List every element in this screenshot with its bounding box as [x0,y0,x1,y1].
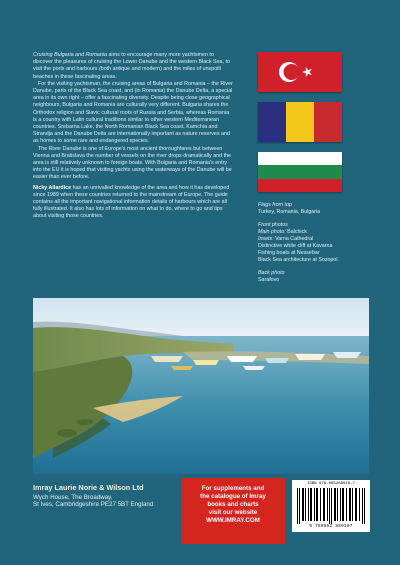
flags-caption-heading: Flags from top [258,202,292,208]
insets-label: Insets: [258,236,274,242]
blurb-paragraph-4 [33,185,233,221]
insets-caption [258,236,378,243]
main-photo-caption [258,229,378,236]
photo-captions [258,202,378,290]
publisher-name: Imray Laurie Norie & Wilson Ltd [33,483,144,492]
isbn-label: ISBN 978-085288910-7 [306,482,355,486]
flags-caption-text: Turkey, Romania, Bulgaria [258,209,321,215]
harbour-photo [33,298,369,474]
main-photo-text: Balchick [285,229,307,235]
inset-caption-3: Fishing boats at Nessebar [258,250,320,256]
promo-website: WWW.IMRAY.COM [206,517,260,524]
bulgaria-flag-red-stripe [258,179,342,192]
bulgaria-flag-white-stripe [258,152,342,165]
inset-caption-2: Distinctive white cliff at Kavarna [258,243,333,249]
publisher-address-line-2: St Ives, Cambridgeshire PE27 5BT England [33,501,154,509]
romania-flag-blue-stripe [258,102,286,142]
harbour-photo-illustration [33,298,369,474]
promo-line-1: For supplements and [201,485,265,492]
barcode-icon [296,488,366,524]
romania-flag-red-stripe [314,102,342,142]
back-photo-heading: Back photo [258,270,285,276]
front-photos-heading: Front photos [258,222,288,228]
turkey-flag-emblem [258,52,342,92]
insets-text: Varna Cathedral [273,236,314,242]
publisher-block [33,483,173,509]
blurb-text [33,52,233,221]
promo-line-3: books and charts [207,501,259,508]
promo-line-4: visit our website [208,509,258,516]
author-name: Nicky Allardice [33,184,72,191]
inset-caption-4: Black Sea architecture at Sozopol [258,257,338,263]
bulgaria-flag-green-stripe [258,165,342,178]
blurb-paragraph-2: For the visiting yachtsman, the cruising areas of Bulgaria and Romania – the River Danube, parts of the Black Sea coast, and (in Romania) the Danube Delta, a special area in its own right – offer a fascinating diversity. Despite being close geographical neighbours, Bulgaria and Romania are culturally very different. Bulgaria shares the Orthodox religion and Slavic cultural roots of Russia and Serbia, whereas Romania is a country with Latin cultural traditions similar to other western Mediterranean countries. Srebarna Lake, the North Romanian Black Sea coast, Kamchia and Strandja and the Danube Delta are internationally important as nature reserves and as homes to some rare and endangered species. [33,80,233,145]
blurb-paragraph-1-text: aims to encourage many more yachtsmen to discover the pleasures of cruising the Lower Danube and the western Black Sea, to visit the ports and harbours (both antique and modern) and the miles of unspoilt beaches in these fascinating areas. [33,52,230,80]
barcode-digits: 9 780852 889107 [309,524,353,529]
isbn-barcode-box [292,480,370,532]
blurb-paragraph-4-text: has an unrivalled knowledge of the area and how it has developed since 1989 when these countries returned to the mainstream of Europe. The guide contains all the important navigational information details of harbours which are all fully illustrated. It also has lots of information on what to do, where to go and tips about visiting those countries. [33,184,230,220]
blurb-paragraph-3: The River Danube is one of Europe's most ancient thoroughfares but between Vienna and Bratislava the number of vessels on the river drops dramatically and the area is still relatively unknown to foreign boats. With Bulgaria and Romania's entry into the EU it is hoped that visiting yachts using the waterways of the Danube will be easier than ever before. [33,145,232,181]
publisher-address-line-1: Wych House, The Broadway, [33,494,113,501]
book-title: Cruising Bulgaria and Romania [33,52,107,58]
back-photo-text: Sarafovo [258,277,280,283]
blurb-paragraph-1 [33,52,233,81]
turkey-flag [258,52,342,92]
romania-flag [258,102,342,142]
website-promo-box [181,478,285,544]
romania-flag-yellow-stripe [286,102,314,142]
main-photo-label: Main photo: [258,229,286,235]
bulgaria-flag [258,152,342,192]
promo-line-2: the catalogue of Imray [200,493,266,500]
